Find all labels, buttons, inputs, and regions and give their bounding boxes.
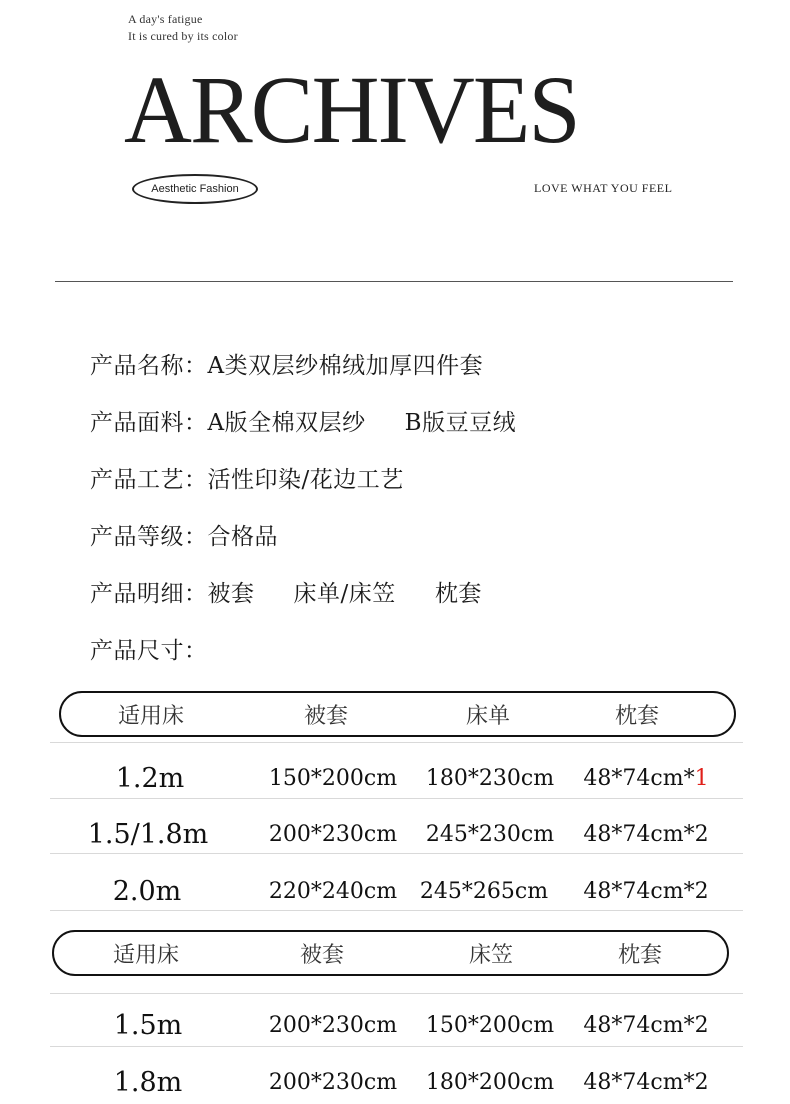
table-row-cell-bed: 1.5m — [113, 1010, 183, 1041]
product-details-line: 产品明细：被套 床单/床笠 枕套 — [90, 581, 482, 607]
table-row-cell-pillowcase: 48*74cm*2 — [583, 1070, 709, 1095]
table-row-cell-pillowcase: 48*74cm*2 — [583, 822, 709, 847]
row-divider — [50, 1046, 743, 1047]
table-row-cell-fitted-sheet: 150*200cm — [425, 1013, 555, 1038]
table-row-cell-bed: 2.0m — [112, 876, 182, 907]
table-row-cell-pillowcase: 48*74cm*2 — [583, 879, 709, 904]
tagline-line-2: It is cured by its color — [128, 29, 238, 43]
product-size-line: 产品尺寸： — [90, 638, 208, 664]
row-divider — [50, 853, 743, 854]
table-row-cell-pillowcase: 48*74cm*2 — [583, 1013, 709, 1038]
row-divider — [50, 910, 743, 911]
table-row-cell-duvet: 150*200cm — [268, 766, 398, 791]
table2-header-pillowcase: 枕套 — [617, 943, 663, 968]
row-divider — [50, 798, 743, 799]
table-row-cell-sheet: 180*230cm — [425, 766, 555, 791]
table1-header-duvet: 被套 — [303, 704, 349, 729]
product-fabric-line: 产品面料：A版全棉双层纱 B版豆豆绒 — [90, 410, 517, 436]
table-row-cell-sheet: 245*230cm — [425, 822, 555, 847]
table-row-cell-duvet: 200*230cm — [268, 1013, 398, 1038]
pillowcase-size: 48*74cm* — [583, 766, 695, 791]
table-row-cell-duvet: 200*230cm — [268, 1070, 398, 1095]
table1-header-bed: 适用床 — [117, 704, 185, 729]
table2-header-bed: 适用床 — [112, 943, 180, 968]
product-name-line: 产品名称：A类双层纱棉绒加厚四件套 — [90, 353, 484, 379]
table-row-cell-bed: 1.8m — [113, 1067, 183, 1098]
table-row-cell-fitted-sheet: 180*200cm — [425, 1070, 555, 1095]
table2-header-duvet: 被套 — [299, 943, 345, 968]
table1-header-sheet: 床单 — [465, 704, 511, 729]
table-row-cell-bed: 1.5/1.8m — [87, 819, 209, 850]
row-divider — [50, 993, 743, 994]
table2-header-fitted-sheet: 床笠 — [468, 943, 514, 968]
pillowcase-count-highlight: 1 — [694, 766, 709, 791]
divider — [55, 281, 733, 282]
product-craft-line: 产品工艺：活性印染/花边工艺 — [90, 467, 404, 493]
tagline-line-1: A day's fatigue — [128, 12, 203, 26]
table-row-cell-duvet: 200*230cm — [268, 822, 398, 847]
row-divider — [50, 742, 743, 743]
table1-header-pillowcase: 枕套 — [614, 704, 660, 729]
aesthetic-fashion-badge: Aesthetic Fashion — [132, 174, 258, 204]
slogan-text: LOVE WHAT YOU FEEL — [534, 181, 673, 195]
archives-logo: ARCHIVES — [124, 56, 579, 163]
product-grade-line: 产品等级：合格品 — [90, 524, 278, 550]
table-row-cell-bed: 1.2m — [115, 763, 185, 794]
table-row-cell-pillowcase — [583, 766, 708, 791]
table-row-cell-duvet: 220*240cm — [268, 879, 398, 904]
table-row-cell-sheet: 245*265cm — [419, 879, 549, 904]
